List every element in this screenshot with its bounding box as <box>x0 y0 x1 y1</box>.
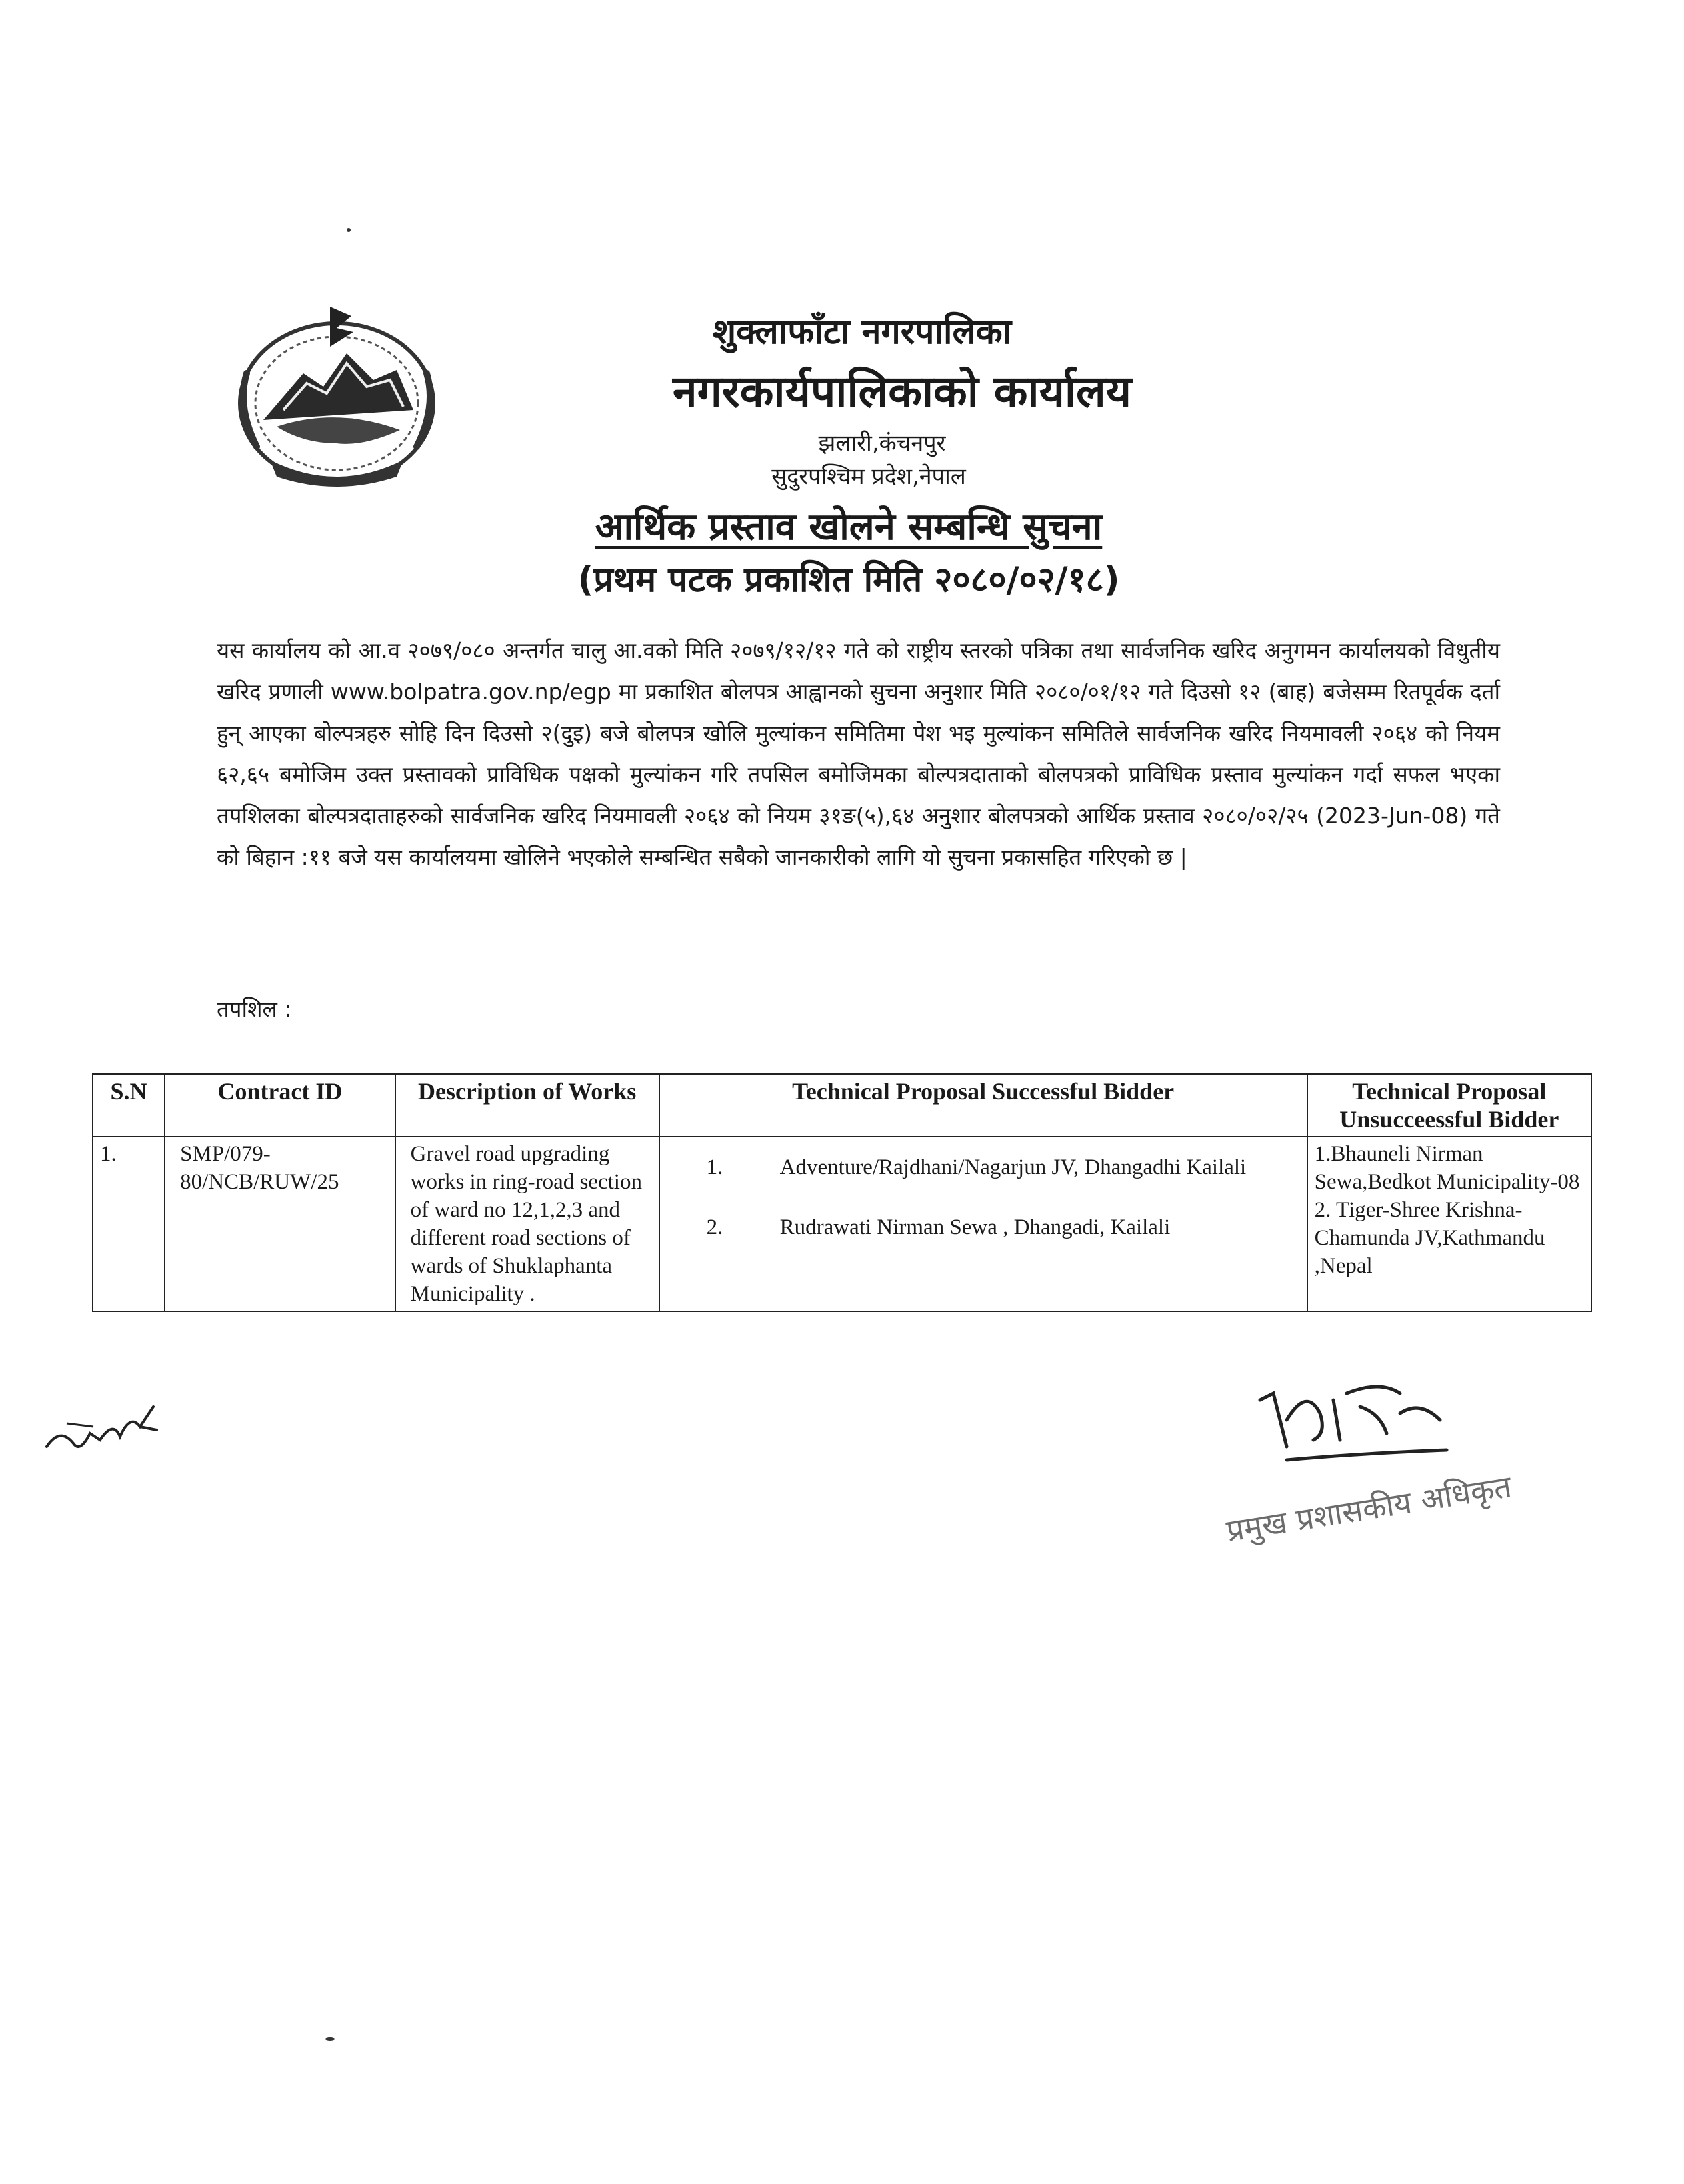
notice-body: यस कार्यालय को आ.व २०७९/०८० अन्तर्गत चालु आ.वको मिति २०७९/१२/१२ गते को राष्ट्रीय स्तरको पत्रिका तथा सार्वजनिक खरिद अनुगमन कार्यालयको विधुतीय खरिद प्रणाली www.bolpatra.gov.np/egp मा प्रकाशित बोलपत्र आह्वानको सुचना अनुशार मिति २०८०/०१/१२ गते दिउसो १२ (बाह) बजेसम्म रितपूर्वक दर्ता हुन् आएका बोल्पत्रहरु सोहि दिन दिउसो २(दुइ) बजे बोलपत्र खोलि मुल्यांकन समितिमा पेश भइ मुल्यांकन समितिले सार्वजनिक खरिद नियमावली २०६४ को नियम ६२,६५ बमोजिम उक्त प्रस्तावको प्राविधिक पक्षको मुल्यांकन गरि तपसिल बमोजिमका बोल्पत्रदाताको बोलपत्रको प्राविधिक प्रस्ताव मुल्यांकन गर्दा सफल भएका तपशिलका बोल्पत्रदाताहरुको सार्वजनिक खरिद नियमावली २०६४ को नियम ३१ङ(५),६४ अनुशार बोलपत्रको आर्थिक प्रस्ताव २०८०/०२/२५ (2023-Jun-08) गते को बिहान :११ बजे यस कार्यालयमा खोलिने भएकोले सम्बन्धित सबैको जानकारीको लागि यो सुचना प्रकासहित गरिएको छ | <box>217 637 1500 870</box>
header-contract-id: Contract ID <box>165 1074 395 1137</box>
unsuccessful-bidder-1: 1.Bhauneli Nirman Sewa,Bedkot Municipality-08 <box>1314 1142 1580 1194</box>
address-line-1: झलारी,कंचनपुर <box>818 430 946 457</box>
list-item-name: Adventure/Rajdhani/Nagarjun JV, Dhangadhi Kailali <box>779 1155 1247 1179</box>
cell-unsuccessful-bidders <box>1307 1137 1591 1311</box>
cell-contract-id: SMP/079-80/NCB/RUW/25 <box>165 1137 395 1311</box>
table-row <box>93 1137 1591 1311</box>
cell-description: Gravel road upgrading works in ring-road section of ward no 12,1,2,3 and different road sections of wards of Shuklaphanta Municipality . <box>395 1137 659 1311</box>
list-item-number: 2. <box>706 1215 723 1239</box>
notice-title-text: आर्थिक प्रस्ताव खोलने सम्बन्धि सुचना <box>595 505 1103 549</box>
officer-title-stamp: प्रमुख प्रशासकीय अधिकृत <box>1223 1468 1514 1549</box>
municipality-name: शुक्लाफाँटा नगरपालिका <box>712 312 1012 352</box>
header-sn: S.N <box>93 1074 165 1137</box>
table-header-row <box>93 1074 1591 1137</box>
office-name: नगरकार्यपालिकाको कार्यालय <box>673 366 1131 417</box>
list-item <box>667 1153 1300 1181</box>
header-successful-bidder: Technical Proposal Successful Bidder <box>659 1074 1307 1137</box>
list-item-number: 1. <box>706 1155 723 1179</box>
details-label: तपशिल : <box>217 996 292 1022</box>
list-item-name: Rudrawati Nirman Sewa , Dhangadi, Kailali <box>779 1215 1171 1239</box>
list-item <box>667 1213 1300 1241</box>
cell-sn: 1. <box>93 1137 165 1311</box>
scan-speck <box>325 2037 335 2041</box>
notice-subtitle: (प्रथम पटक प्रकाशित मिति २०८०/०२/१८) <box>577 560 1120 600</box>
scan-speck <box>347 228 351 232</box>
unsuccessful-bidder-2: 2. Tiger-Shree Krishna-Chamunda JV,Kathmandu ,Nepal <box>1314 1198 1545 1278</box>
bidder-table <box>92 1073 1592 1312</box>
successful-bidder-list <box>667 1153 1300 1241</box>
notice-title <box>7 500 1684 551</box>
cell-successful-bidders <box>659 1137 1307 1311</box>
officer-signature <box>1247 1373 1467 1493</box>
handwritten-initials-signature <box>40 1393 167 1467</box>
header-unsuccessful-bidder: Technical Proposal Unsucceessful Bidder <box>1307 1074 1591 1137</box>
address-line-2: सुदुरपश्चिम प्रदेश,नेपाल <box>771 463 966 490</box>
header-description: Description of Works <box>395 1074 659 1137</box>
